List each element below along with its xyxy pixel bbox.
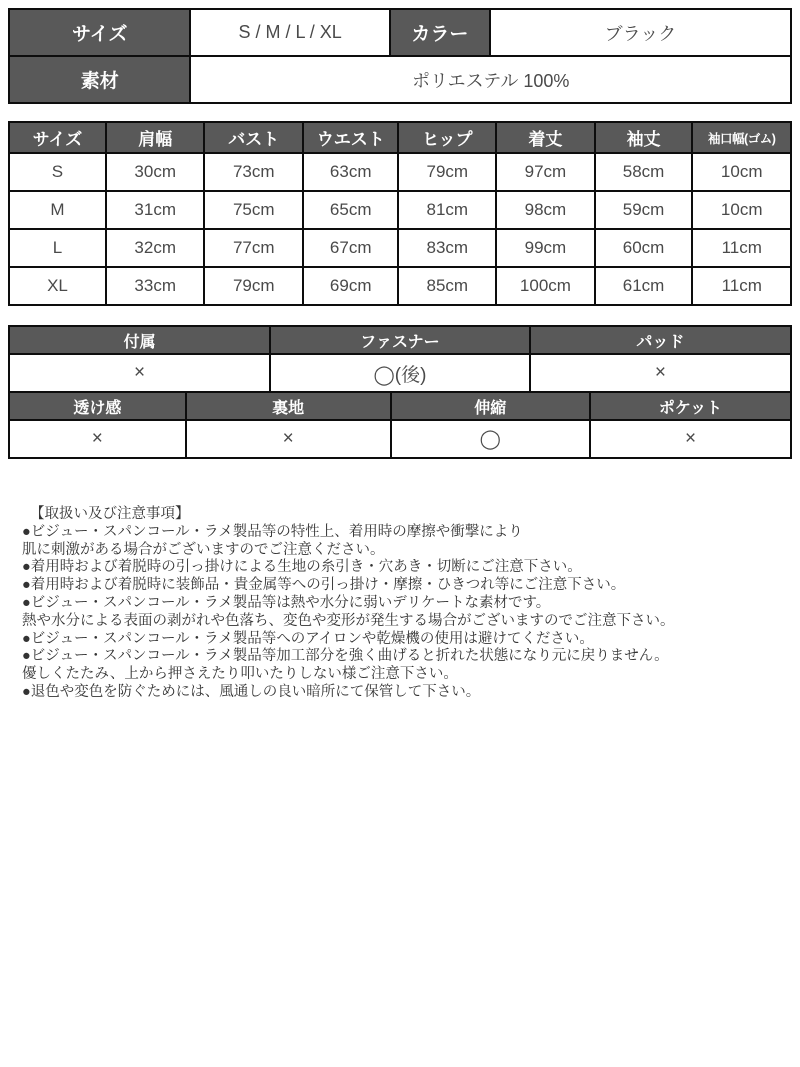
cell-waist: 63cm [303, 153, 398, 191]
info-row-material [9, 56, 791, 103]
col-header-length: 着丈 [496, 122, 595, 153]
size-value: S / M / L / XL [190, 9, 389, 56]
cell-hip: 83cm [398, 229, 496, 267]
col-header-waist: ウエスト [303, 122, 398, 153]
material-label: 素材 [9, 56, 190, 103]
cell-size: L [9, 229, 106, 267]
care-note-line: 肌に刺激がある場合がございますのでご注意ください。 [22, 541, 385, 558]
value-sheerness: × [9, 420, 186, 458]
care-note-line: 優しくたたみ、上から押さえたり叩いたりしない様ご注意下さい。 [22, 666, 458, 683]
cell-bust: 77cm [204, 229, 303, 267]
cell-waist: 65cm [303, 191, 398, 229]
header-lining: 裏地 [186, 392, 391, 420]
cell-shoulder: 32cm [106, 229, 205, 267]
table-row-l [9, 229, 791, 267]
spec2-header-row [9, 392, 791, 420]
col-header-hip: ヒップ [398, 122, 496, 153]
header-accessory: 付属 [9, 326, 270, 354]
care-note-line: ●ビジュー・スパンコール・ラメ製品等の特性上、着用時の摩擦や衝撃により [22, 523, 523, 540]
cell-sleeve: 60cm [595, 229, 693, 267]
cell-size: XL [9, 267, 106, 305]
col-header-cuff: 袖口幅(ゴム) [692, 122, 791, 153]
spec2-value-row [9, 420, 791, 458]
info-row-size-color [9, 9, 791, 56]
cell-bust: 73cm [204, 153, 303, 191]
cell-length: 97cm [496, 153, 595, 191]
care-note-line: ●着用時および着脱時の引っ掛けによる生地の糸引き・穴あき・切断にご注意下さい。 [22, 559, 582, 576]
material-value: ポリエステル 100% [190, 56, 791, 103]
cell-hip: 85cm [398, 267, 496, 305]
col-header-size: サイズ [9, 122, 106, 153]
spec1-header-row [9, 326, 791, 354]
value-pad: × [530, 354, 791, 392]
care-note-line: ●ビジュー・スパンコール・ラメ製品等は熱や水分に弱いデリケートな素材です。 [22, 594, 551, 611]
cell-waist: 69cm [303, 267, 398, 305]
value-pocket: × [590, 420, 791, 458]
cell-hip: 79cm [398, 153, 496, 191]
cell-shoulder: 30cm [106, 153, 205, 191]
care-notes-title: 【取扱い及び注意事項】 [30, 506, 190, 522]
spec1-value-row [9, 354, 791, 392]
size-label: サイズ [9, 9, 190, 56]
color-value: ブラック [490, 9, 791, 56]
info-table [8, 8, 792, 104]
header-fastener: ファスナー [270, 326, 530, 354]
cell-shoulder: 31cm [106, 191, 205, 229]
care-note-line: 熱や水分による表面の剥がれや色落ち、変色や変形が発生する場合がございますのでご注意下さい。 [22, 612, 675, 629]
care-note-line: ●着用時および着脱時に装飾品・貴金属等への引っ掛け・摩擦・ひきつれ等にご注意下さい。 [22, 577, 626, 594]
spec-table-fabric [8, 391, 792, 459]
cell-length: 100cm [496, 267, 595, 305]
value-accessory: × [9, 354, 270, 392]
cell-sleeve: 59cm [595, 191, 693, 229]
value-lining: × [186, 420, 391, 458]
header-pad: パッド [530, 326, 791, 354]
cell-sleeve: 61cm [595, 267, 693, 305]
col-header-sleeve: 袖丈 [595, 122, 693, 153]
cell-cuff: 11cm [692, 267, 791, 305]
cell-size: S [9, 153, 106, 191]
value-fastener: ◯(後) [270, 354, 530, 392]
header-stretch: 伸縮 [391, 392, 590, 420]
cell-sleeve: 58cm [595, 153, 693, 191]
cell-hip: 81cm [398, 191, 496, 229]
size-chart-table [8, 121, 792, 306]
table-row-s [9, 153, 791, 191]
header-sheerness: 透け感 [9, 392, 186, 420]
cell-cuff: 10cm [692, 153, 791, 191]
cell-bust: 75cm [204, 191, 303, 229]
cell-shoulder: 33cm [106, 267, 205, 305]
value-stretch: ◯ [391, 420, 590, 458]
header-pocket: ポケット [590, 392, 791, 420]
cell-cuff: 10cm [692, 191, 791, 229]
color-label: カラー [390, 9, 490, 56]
cell-cuff: 11cm [692, 229, 791, 267]
col-header-bust: バスト [204, 122, 303, 153]
cell-length: 98cm [496, 191, 595, 229]
spec-table-accessories [8, 325, 792, 393]
care-notes [8, 506, 792, 702]
size-chart-header-row [9, 122, 791, 153]
care-note-line: ●ビジュー・スパンコール・ラメ製品等へのアイロンや乾燥機の使用は避けてください。 [22, 630, 594, 647]
cell-bust: 79cm [204, 267, 303, 305]
cell-waist: 67cm [303, 229, 398, 267]
care-note-line: ●退色や変色を防ぐためには、風通しの良い暗所にて保管して下さい。 [22, 683, 481, 700]
table-row-m [9, 191, 791, 229]
care-note-line: ●ビジュー・スパンコール・ラメ製品等加工部分を強く曲げると折れた状態になり元に戻りません。 [22, 648, 669, 665]
cell-length: 99cm [496, 229, 595, 267]
cell-size: M [9, 191, 106, 229]
col-header-shoulder: 肩幅 [106, 122, 205, 153]
table-row-xl [9, 267, 791, 305]
